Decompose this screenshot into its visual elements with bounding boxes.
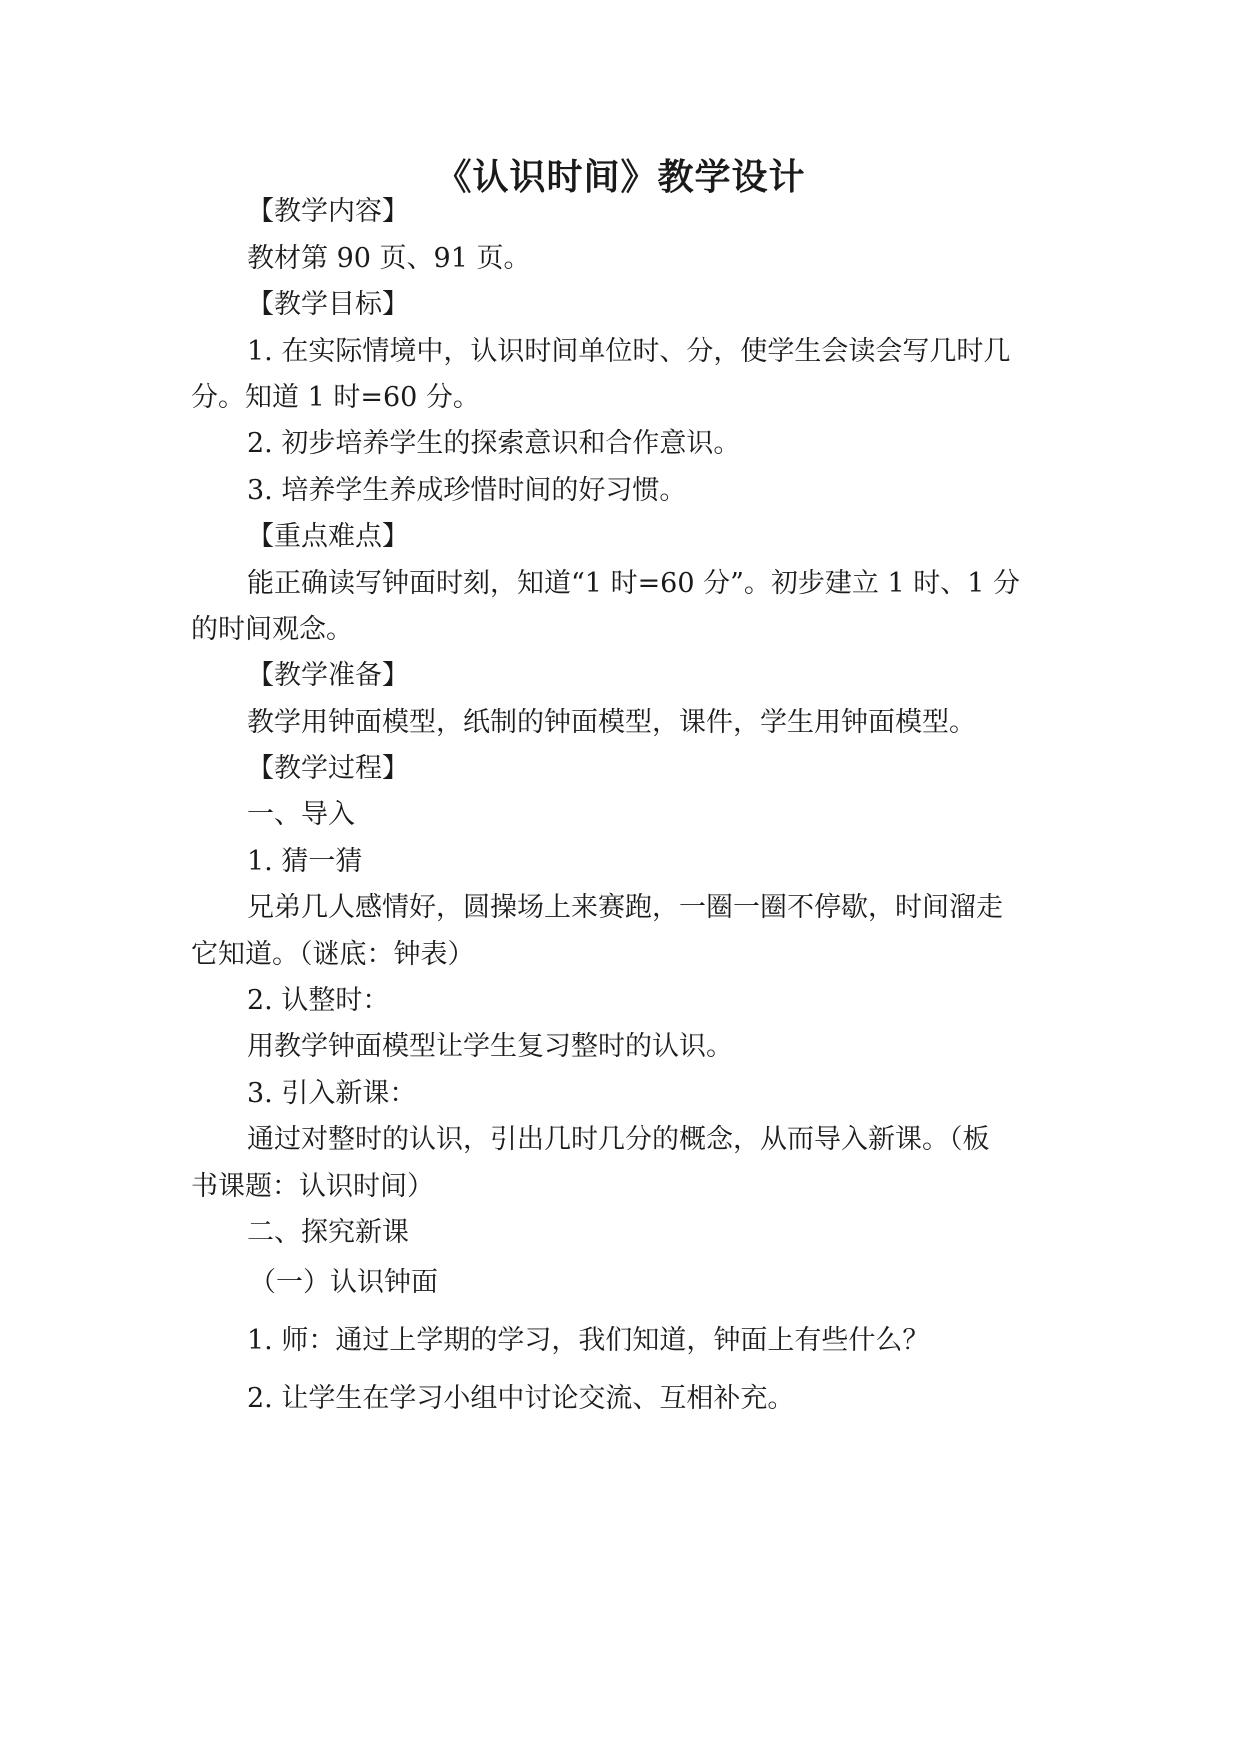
paragraph-line: 2. 初步培养学生的探索意识和合作意识。 — [247, 428, 741, 459]
paragraph-line: 教学用钟面模型，纸制的钟面模型，课件，学生用钟面模型。 — [247, 707, 976, 738]
subsection-heading: （一）认识钟面 — [249, 1267, 438, 1298]
paragraph-line: 3. 引入新课： — [247, 1078, 417, 1109]
paragraph-line: 用教学钟面模型让学生复习整时的认识。 — [247, 1031, 733, 1062]
paragraph-line: 的时间观念。 — [191, 614, 353, 645]
subsection-heading: 二、探究新课 — [247, 1217, 409, 1248]
document-title: 《认识时间》教学设计 — [435, 157, 806, 198]
paragraph-line: 分。知道 1 时=60 分。 — [191, 382, 480, 413]
section-heading-process: 【教学过程】 — [247, 753, 409, 784]
section-heading-content: 【教学内容】 — [247, 196, 409, 227]
section-heading-keypoints: 【重点难点】 — [247, 521, 409, 552]
paragraph-line: 1. 在实际情境中，认识时间单位时、分，使学生会读会写几时几 — [247, 336, 1011, 367]
paragraph-line: 能正确读写钟面时刻，知道“1 时=60 分”。初步建立 1 时、1 分 — [247, 568, 1021, 599]
paragraph-line: 2. 认整时： — [247, 985, 390, 1016]
subsection-heading: 一、导入 — [247, 799, 355, 830]
paragraph-line: 它知道。（谜底：钟表） — [191, 939, 475, 970]
section-heading-preparation: 【教学准备】 — [247, 660, 409, 691]
paragraph-line: 兄弟几人感情好，圆操场上来赛跑，一圈一圈不停歇，时间溜走 — [247, 892, 1003, 923]
paragraph-line: 2. 让学生在学习小组中讨论交流、互相补充。 — [247, 1383, 795, 1414]
section-heading-goals: 【教学目标】 — [247, 289, 409, 320]
paragraph-line: 教材第 90 页、91 页。 — [247, 243, 531, 274]
paragraph-line: 1. 猜一猜 — [247, 846, 363, 877]
paragraph-line: 1. 师：通过上学期的学习，我们知道，钟面上有些什么？ — [247, 1325, 930, 1356]
paragraph-line: 3. 培养学生养成珍惜时间的好习惯。 — [247, 475, 687, 506]
paragraph-line: 书课题：认识时间） — [191, 1171, 434, 1202]
paragraph-line: 通过对整时的认识，引出几时几分的概念，从而导入新课。（板 — [247, 1124, 990, 1155]
